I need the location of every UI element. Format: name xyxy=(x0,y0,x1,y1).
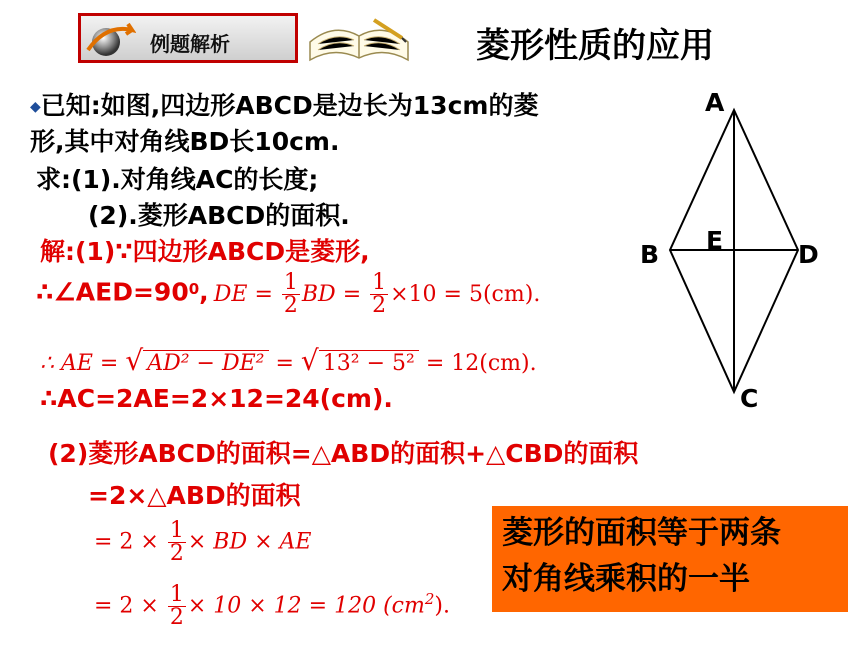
problem-line-1: ◆已知:如图,四边形ABCD是边长为13cm的菱 xyxy=(30,91,539,120)
point-label-a: A xyxy=(705,88,725,117)
callout-line-1: 菱形的面积等于两条 xyxy=(502,515,781,551)
point-label-e: E xyxy=(706,226,724,255)
open-book-icon xyxy=(304,12,414,67)
question-1: 求:(1).对角线AC的长度; xyxy=(36,165,319,194)
point-label-b: B xyxy=(640,240,660,269)
page-title: 菱形性质的应用 xyxy=(476,26,714,66)
callout-line-2: 对角线乘积的一半 xyxy=(502,561,750,597)
section-tag-label: 例题解析 xyxy=(150,32,230,56)
solution-step-7: = 2 × $\frac{1}{2}$ × BD × AE xyxy=(94,518,312,566)
solution-step-6: =2×△ABD的面积 xyxy=(88,481,301,510)
solution-step-3: ∴ AE = √ AD² − DE² = √ 13² − 5² = 12(cm). xyxy=(40,344,537,377)
solution-step-2: $\therefore\angle AED=90^0$, DE = $\frac{1}{2}$ BD = $\frac{1}{2}$ ×10 = 5(cm). xyxy=(36,270,541,318)
solution-step-4: ∴AC=2AE=2×12=24(cm). xyxy=(40,384,393,413)
point-label-c: C xyxy=(740,384,759,413)
point-label-d: D xyxy=(798,240,819,269)
problem-line-2: 形,其中对角线BD长10cm. xyxy=(30,127,340,156)
area-formula-callout xyxy=(492,506,848,612)
solution-step-5: (2)菱形ABCD的面积=△ABD的面积+△CBD的面积 xyxy=(48,439,639,468)
solution-step-8: = 2 × $\frac{1}{2}$ × 10 × 12 = 120 $(cm^2)$. xyxy=(94,582,450,630)
globe-arrow-icon xyxy=(84,20,136,58)
question-2: (2).菱形ABCD的面积. xyxy=(88,201,350,230)
bullet-diamond-icon: ◆ xyxy=(30,99,41,115)
solution-step-1: 解:(1)∵四边形ABCD是菱形, xyxy=(40,237,370,266)
